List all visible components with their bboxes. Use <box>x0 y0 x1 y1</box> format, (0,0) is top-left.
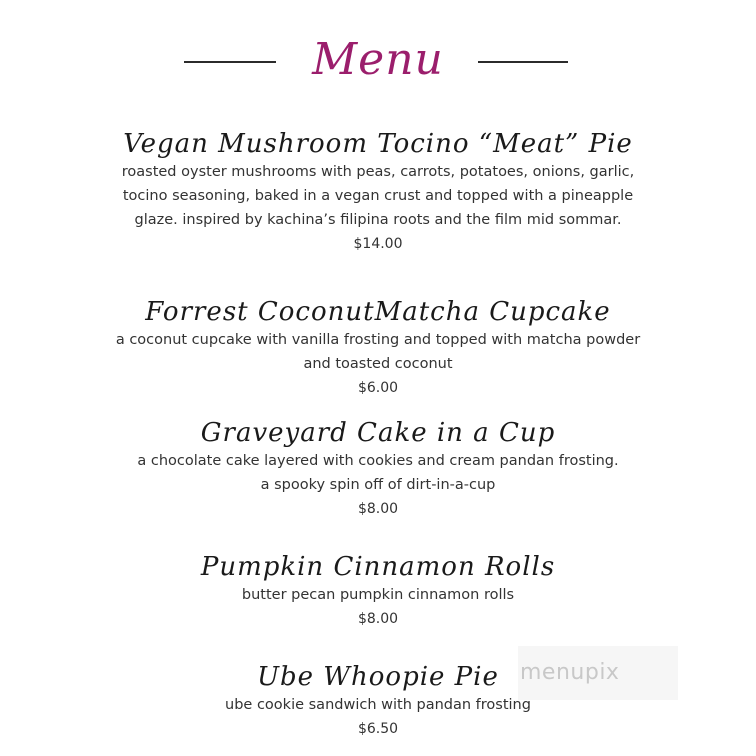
menu-item-mushroom-pie <box>0 128 756 256</box>
item-price: $6.00 <box>357 380 399 396</box>
item-description-line: a spooky spin off of dirt-in-a-cup <box>260 477 496 493</box>
page-title: Menu <box>312 34 444 85</box>
item-description-line: glaze. inspired by kachina’s filipina roots and the film mid sommar. <box>134 212 622 228</box>
item-price: $8.00 <box>357 611 399 627</box>
item-description-line: butter pecan pumpkin cinnamon rolls <box>241 587 515 603</box>
item-name: Ube Whoopie Pie <box>257 662 499 692</box>
menu-item-ube-whoopie-pie <box>0 661 756 741</box>
item-description <box>0 160 756 232</box>
item-price: $14.00 <box>353 236 403 252</box>
item-description <box>0 449 756 497</box>
item-price: $6.50 <box>357 721 399 737</box>
menu-header <box>0 30 756 90</box>
item-description-line: tocino seasoning, baked in a vegan crust and topped with a pineapple <box>122 188 634 204</box>
item-description-line: and toasted coconut <box>303 356 453 372</box>
menu-item-pumpkin-rolls <box>0 551 756 631</box>
item-name: Graveyard Cake in a Cup <box>200 418 556 448</box>
item-description <box>0 583 756 607</box>
header-rule-right <box>478 61 568 63</box>
item-description-line: a coconut cupcake with vanilla frosting and topped with matcha powder <box>115 332 641 348</box>
item-name: Forrest CoconutMatcha Cupcake <box>145 297 611 327</box>
item-description <box>0 328 756 376</box>
item-name: Vegan Mushroom Tocino “Meat” Pie <box>123 129 633 159</box>
item-description-line: ube cookie sandwich with pandan frosting <box>225 697 531 713</box>
menu-item-graveyard-cake <box>0 417 756 521</box>
watermark-text: menupix <box>520 660 620 685</box>
item-price: $8.00 <box>357 501 399 517</box>
item-description-line: roasted oyster mushrooms with peas, carrots, potatoes, onions, garlic, <box>121 164 635 180</box>
item-description-line: a chocolate cake layered with cookies and cream pandan frosting. <box>137 453 619 469</box>
item-description <box>0 693 756 717</box>
item-name: Pumpkin Cinnamon Rolls <box>200 552 556 582</box>
menu-item-matcha-cupcake <box>0 296 756 400</box>
